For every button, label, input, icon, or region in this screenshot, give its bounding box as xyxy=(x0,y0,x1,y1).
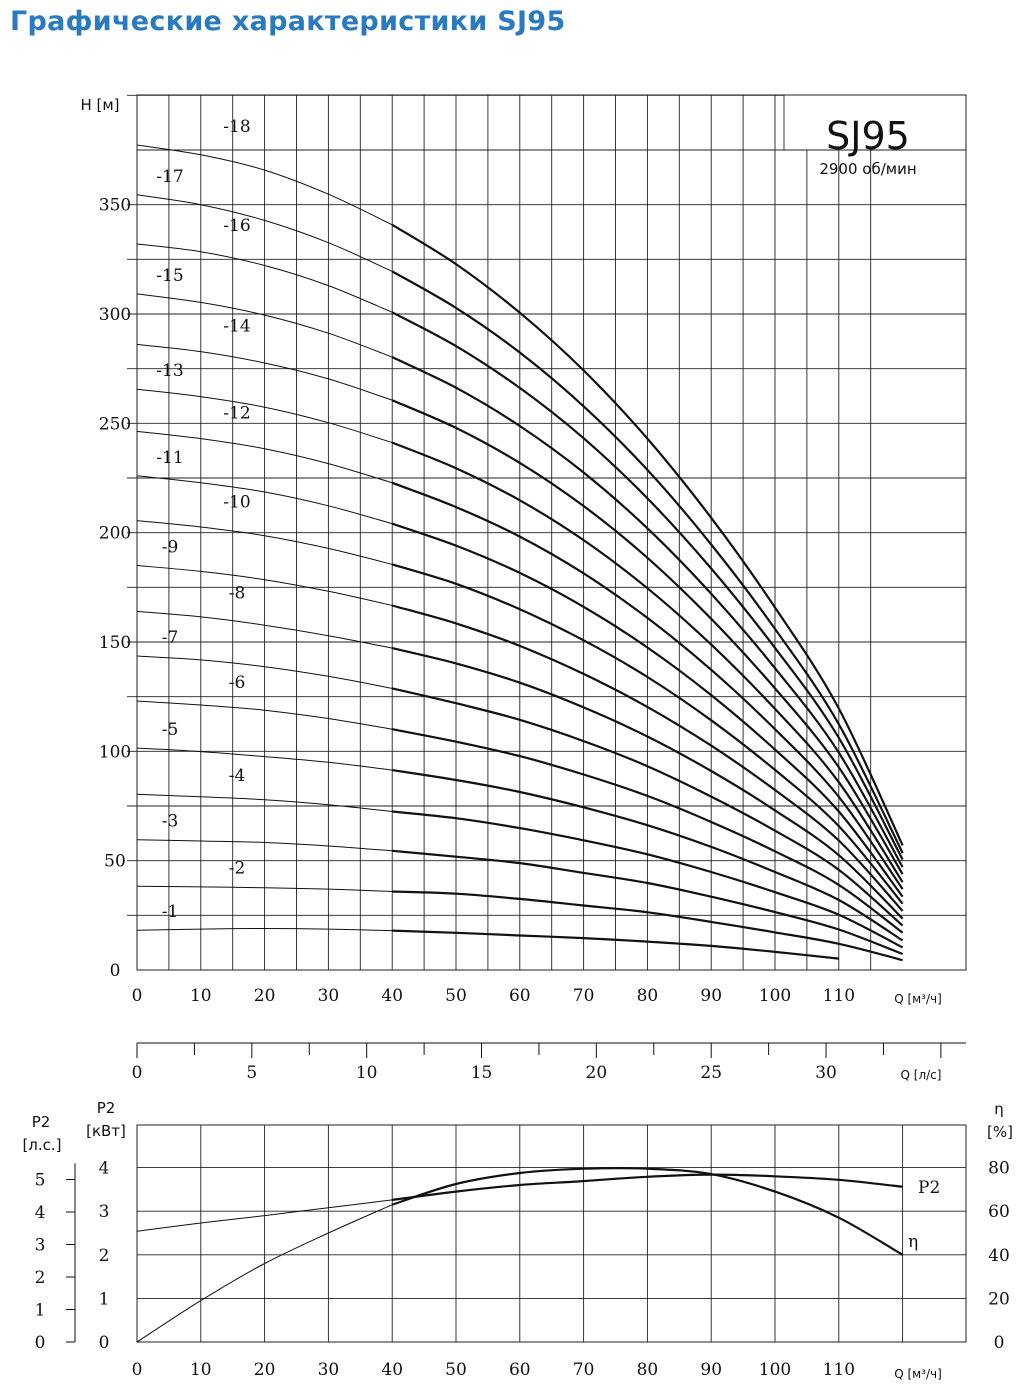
x-axis-label: Q [м³/ч] xyxy=(894,992,942,1006)
curve-label: -12 xyxy=(223,403,251,424)
y-tick-label: 100 xyxy=(98,742,132,763)
eff-axis-label: η xyxy=(994,1100,1004,1118)
curve-label: -4 xyxy=(228,766,246,787)
eff-axis-unit: [%] xyxy=(987,1123,1013,1141)
eff-tick-label: 0 xyxy=(993,1333,1005,1353)
curve-label: -8 xyxy=(228,583,246,604)
power-efficiency-chart xyxy=(22,1099,1013,1381)
power-x-tick-label: 40 xyxy=(381,1360,404,1380)
ls-tick-label: 20 xyxy=(585,1063,608,1083)
power-x-tick-label: 70 xyxy=(572,1360,595,1380)
hp-tick-label: 1 xyxy=(34,1300,46,1321)
kw-axis-unit: [кВт] xyxy=(86,1122,126,1140)
power-x-axis-label: Q [м³/ч] xyxy=(894,1367,942,1381)
y-axis-label: H [м] xyxy=(80,96,120,114)
hp-axis-unit: [л.с.] xyxy=(22,1136,62,1154)
y-tick-label: 200 xyxy=(98,523,132,544)
kw-tick-label: 3 xyxy=(98,1202,110,1223)
power-x-tick-label: 20 xyxy=(253,1360,276,1380)
ls-tick-label: 25 xyxy=(700,1063,723,1083)
kw-tick-label: 0 xyxy=(98,1333,110,1353)
curve-label: -6 xyxy=(228,673,246,694)
y-tick-label: 50 xyxy=(104,851,126,872)
x-tick-label: 20 xyxy=(253,986,276,1006)
power-x-tick-label: 100 xyxy=(758,1360,792,1380)
y-tick-label: 150 xyxy=(98,633,132,653)
head-curve-chart xyxy=(80,95,966,1006)
curve-label: -7 xyxy=(161,627,179,648)
power-x-tick-label: 10 xyxy=(189,1360,212,1380)
hp-tick-label: 3 xyxy=(34,1235,46,1256)
power-x-tick-label: 80 xyxy=(636,1360,659,1380)
curve-label: -16 xyxy=(223,216,251,237)
x-tick-label: 80 xyxy=(636,986,659,1006)
eff-tick-label: 60 xyxy=(988,1202,1010,1223)
power-x-tick-label: 50 xyxy=(445,1360,467,1380)
kw-tick-label: 2 xyxy=(98,1245,110,1266)
hp-axis-label: P2 xyxy=(31,1113,51,1131)
kw-tick-label: 4 xyxy=(98,1158,110,1179)
x-tick-label: 60 xyxy=(508,986,531,1006)
x-tick-label: 40 xyxy=(381,986,404,1006)
power-x-tick-label: 60 xyxy=(508,1360,531,1380)
y-tick-label: 300 xyxy=(98,305,132,325)
curve-label: -18 xyxy=(223,116,251,137)
power-plot-frame xyxy=(137,1125,966,1342)
page-title: Графические характеристики SJ95 xyxy=(10,6,566,37)
curve-label: -13 xyxy=(156,361,184,382)
hp-tick-label: 4 xyxy=(34,1203,46,1223)
ls-tick-label: 0 xyxy=(131,1063,143,1083)
power-x-tick-label: 90 xyxy=(700,1360,723,1380)
y-tick-label: 250 xyxy=(98,414,132,435)
eff-tick-label: 20 xyxy=(988,1289,1010,1310)
p2-curve-label: P2 xyxy=(918,1177,941,1198)
x-tick-label: 100 xyxy=(758,986,792,1006)
x-tick-label: 50 xyxy=(445,986,467,1006)
hp-tick-label: 5 xyxy=(34,1170,46,1191)
eff-tick-label: 40 xyxy=(988,1245,1010,1266)
curve-label: -15 xyxy=(156,265,184,286)
curve-label: -9 xyxy=(161,537,179,558)
power-x-tick-label: 0 xyxy=(131,1360,143,1380)
eff-tick-label: 80 xyxy=(988,1158,1010,1179)
curve-label: -14 xyxy=(223,316,251,337)
y-tick-label: 0 xyxy=(109,961,121,981)
ls-tick-label: 30 xyxy=(815,1063,837,1083)
curve-label: -10 xyxy=(223,492,251,513)
x-tick-label: 70 xyxy=(572,986,595,1006)
curve-label: -11 xyxy=(156,447,184,468)
hp-tick-label: 2 xyxy=(34,1268,46,1288)
curve-label: -1 xyxy=(161,902,179,923)
x-tick-label: 30 xyxy=(317,986,340,1006)
curve-label: -5 xyxy=(161,720,179,741)
kw-axis-label: P2 xyxy=(96,1099,116,1117)
curve-label: -2 xyxy=(228,858,246,879)
y-tick-label: 350 xyxy=(98,195,132,216)
ls-tick-label: 10 xyxy=(355,1063,378,1083)
power-x-tick-label: 30 xyxy=(317,1360,340,1380)
power-x-tick-label: 110 xyxy=(822,1360,856,1380)
ls-tick-label: 15 xyxy=(470,1063,493,1083)
kw-tick-label: 1 xyxy=(98,1289,110,1310)
x-tick-label: 0 xyxy=(131,986,143,1006)
ls-tick-label: 5 xyxy=(246,1063,258,1083)
flow-ls-axis xyxy=(132,1043,966,1083)
x-tick-label: 90 xyxy=(700,986,723,1006)
hp-tick-label: 0 xyxy=(34,1333,46,1353)
x-tick-label: 110 xyxy=(822,986,856,1006)
curve-label: -3 xyxy=(161,811,179,832)
ls-axis-label: Q [л/с] xyxy=(900,1068,942,1082)
x-tick-label: 10 xyxy=(189,986,212,1006)
speed-label: 2900 об/мин xyxy=(819,160,917,178)
curve-label: -17 xyxy=(156,166,184,187)
model-label: SJ95 xyxy=(826,114,910,158)
eff-curve-label: η xyxy=(908,1231,919,1252)
